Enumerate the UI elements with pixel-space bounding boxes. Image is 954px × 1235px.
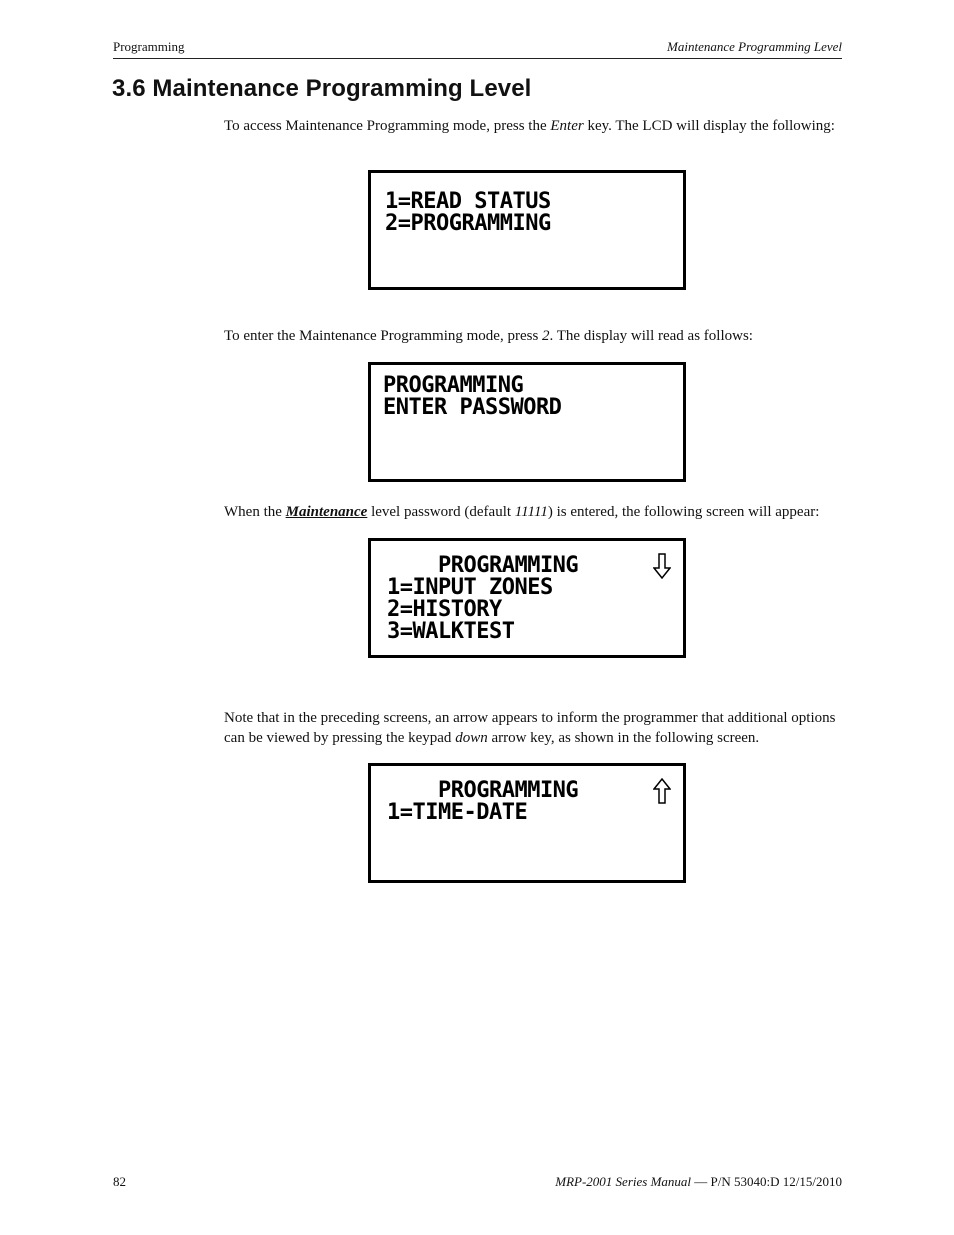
text-run: When the bbox=[224, 504, 286, 520]
page-header bbox=[113, 38, 842, 59]
manual-info bbox=[555, 1174, 842, 1190]
key-name: Enter bbox=[550, 118, 584, 134]
paragraph-enter-programming bbox=[224, 327, 844, 347]
lcd-line: 2=PROGRAMMING bbox=[385, 211, 551, 236]
page-number: 82 bbox=[113, 1174, 126, 1189]
up-arrow-icon bbox=[653, 778, 671, 804]
section-title: 3.6 Maintenance Programming Level bbox=[112, 75, 532, 102]
lcd-line: PROGRAMMING bbox=[387, 778, 579, 803]
lcd-display-time-date-menu bbox=[368, 763, 686, 883]
header-section: Programming bbox=[113, 39, 185, 54]
paragraph-arrow-note bbox=[224, 709, 844, 748]
text-run: Note that in the preceding screens, an arrow appears to inform the programmer that additional options can be viewed by pressing the keypad bbox=[224, 710, 836, 746]
key-name: down bbox=[455, 729, 488, 746]
text-run: key. The LCD will display the following: bbox=[583, 118, 835, 134]
lcd-display-enter-password bbox=[368, 362, 686, 482]
text-run: To enter the Maintenance Programming mode, press bbox=[224, 328, 543, 344]
text-run: arrow key, as shown in the following screen. bbox=[487, 729, 760, 746]
header-chapter: Maintenance Programming Level bbox=[667, 39, 842, 54]
paragraph-password bbox=[224, 503, 844, 523]
text-run: ) is entered, the following screen will appear: bbox=[547, 504, 820, 520]
lcd-line: PROGRAMMING bbox=[387, 553, 579, 578]
text-run: level password (default bbox=[367, 504, 515, 520]
text-run: . The display will read as follows: bbox=[549, 328, 753, 344]
lcd-line: 2=HISTORY bbox=[387, 597, 502, 622]
lcd-line: PROGRAMMING bbox=[383, 373, 524, 398]
lcd-display-programming-menu bbox=[368, 538, 686, 658]
text-run: To access Maintenance Programming mode, press the bbox=[224, 118, 551, 134]
paragraph-access bbox=[224, 117, 844, 137]
default-password: 11111 bbox=[514, 504, 548, 520]
manual-title: MRP-2001 Series Manual bbox=[555, 1174, 692, 1189]
lcd-line: ENTER PASSWORD bbox=[383, 395, 562, 420]
level-name: Maintenance bbox=[285, 504, 368, 520]
lcd-line: 3=WALKTEST bbox=[387, 619, 515, 644]
manual-part-number: — P/N 53040:D 12/15/2010 bbox=[691, 1174, 842, 1189]
down-arrow-icon bbox=[653, 553, 671, 579]
lcd-line: 1=INPUT ZONES bbox=[387, 575, 553, 600]
lcd-line: 1=TIME-DATE bbox=[387, 800, 528, 825]
lcd-line: 1=READ STATUS bbox=[385, 189, 551, 214]
lcd-display-main-menu bbox=[368, 170, 686, 290]
key-name: 2 bbox=[542, 328, 550, 344]
